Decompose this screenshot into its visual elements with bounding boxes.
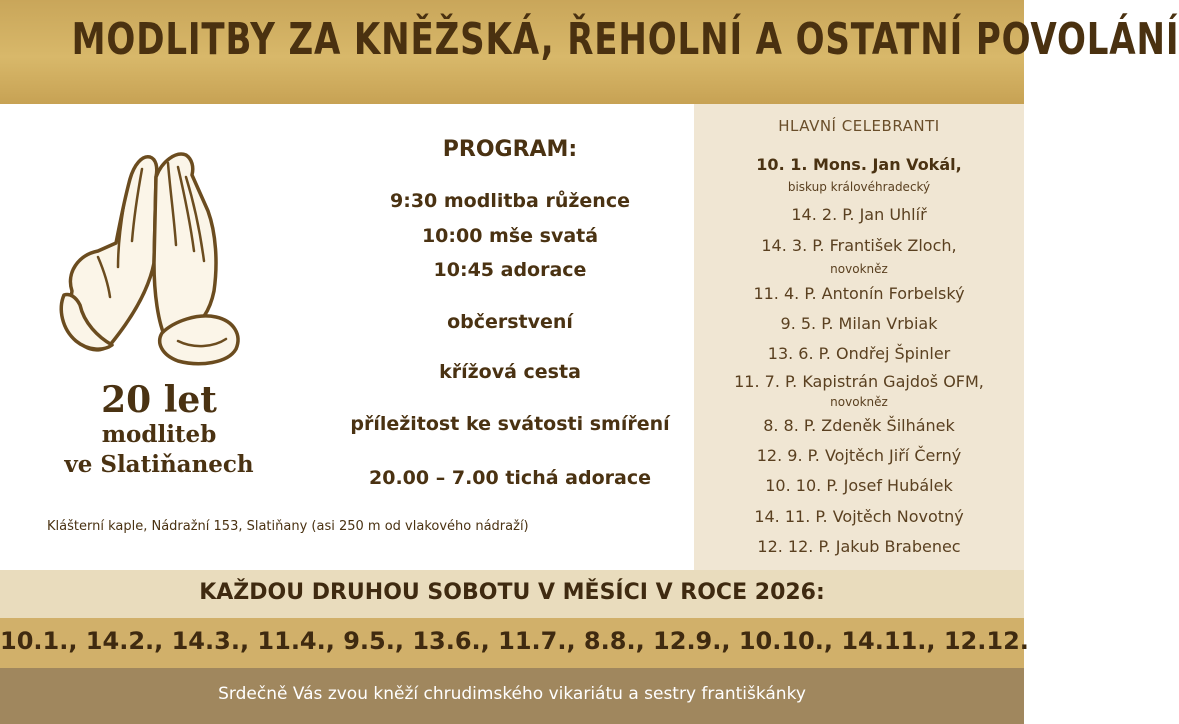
footer-invitation: Srdečně Vás zvou kněží chrudimského vikariátu a sestry františkánky	[218, 684, 806, 704]
footer-band	[0, 668, 1024, 724]
schedule-dates-band	[0, 618, 1029, 668]
celebrant-entry: 10. 1. Mons. Jan Vokál,	[756, 155, 962, 174]
celebrant-note: novokněz	[830, 395, 888, 409]
celebrant-entry: 14. 11. P. Vojtěch Novotný	[754, 507, 964, 526]
celebrant-entry: 12. 12. P. Jakub Brabenec	[757, 537, 961, 556]
celebrants-heading: HLAVNÍ CELEBRANTI	[778, 117, 940, 135]
anniversary-line1: 20 let	[101, 379, 217, 421]
celebrant-entry: 14. 2. P. Jan Uhlíř	[791, 205, 927, 224]
program-item: příležitost ke svátosti smíření	[350, 413, 670, 435]
celebrant-entry: 10. 10. P. Josef Hubálek	[765, 476, 953, 495]
schedule-heading-band	[0, 570, 1024, 618]
celebrant-entry: 12. 9. P. Vojtěch Jiří Černý	[756, 446, 962, 465]
celebrant-entry: 8. 8. P. Zdeněk Šilhánek	[763, 416, 955, 435]
anniversary-line3: ve Slatiňanech	[64, 451, 254, 478]
celebrant-note: novokněz	[830, 262, 888, 276]
program-item: 20.00 – 7.00 tichá adorace	[369, 467, 651, 489]
header-banner	[0, 0, 1179, 104]
anniversary-text	[24, 380, 294, 480]
program-heading: PROGRAM:	[442, 137, 578, 162]
program-item: občerstvení	[447, 311, 573, 333]
program-item: 10:00 mše svatá	[421, 225, 599, 247]
venue-address: Klášterní kaple, Nádražní 153, Slatiňany (asi 250 m od vlakového nádraží)	[47, 519, 529, 534]
program-item: 10:45 adorace	[433, 259, 587, 281]
celebrant-note: biskup královéhradecký	[787, 180, 931, 194]
schedule-heading: KAŽDOU DRUHOU SOBOTU V MĚSÍCI V ROCE 2026:	[199, 580, 825, 605]
program-item: křížová cesta	[439, 361, 581, 383]
celebrant-entry: 11. 7. P. Kapistrán Gajdoš OFM,	[734, 372, 984, 391]
celebrant-entry: 14. 3. P. František Zloch,	[761, 236, 957, 255]
page-title: MODLITBY ZA KNĚŽSKÁ, ŘEHOLNÍ A OSTATNÍ POVOLÁNÍ	[71, 14, 1179, 65]
celebrant-entry: 9. 5. P. Milan Vrbiak	[780, 314, 938, 333]
praying-hands-icon	[58, 133, 248, 368]
anniversary-line2: modliteb	[101, 421, 217, 448]
celebrant-entry: 11. 4. P. Antonín Forbelský	[753, 284, 965, 303]
program-item: 9:30 modlitba růžence	[390, 190, 630, 212]
schedule-dates: 10.1., 14.2., 14.3., 11.4., 9.5., 13.6., 11.7., 8.8., 12.9., 10.10., 14.11., 12.12.	[0, 627, 1029, 655]
celebrant-entry: 13. 6. P. Ondřej Špinler	[767, 344, 951, 363]
